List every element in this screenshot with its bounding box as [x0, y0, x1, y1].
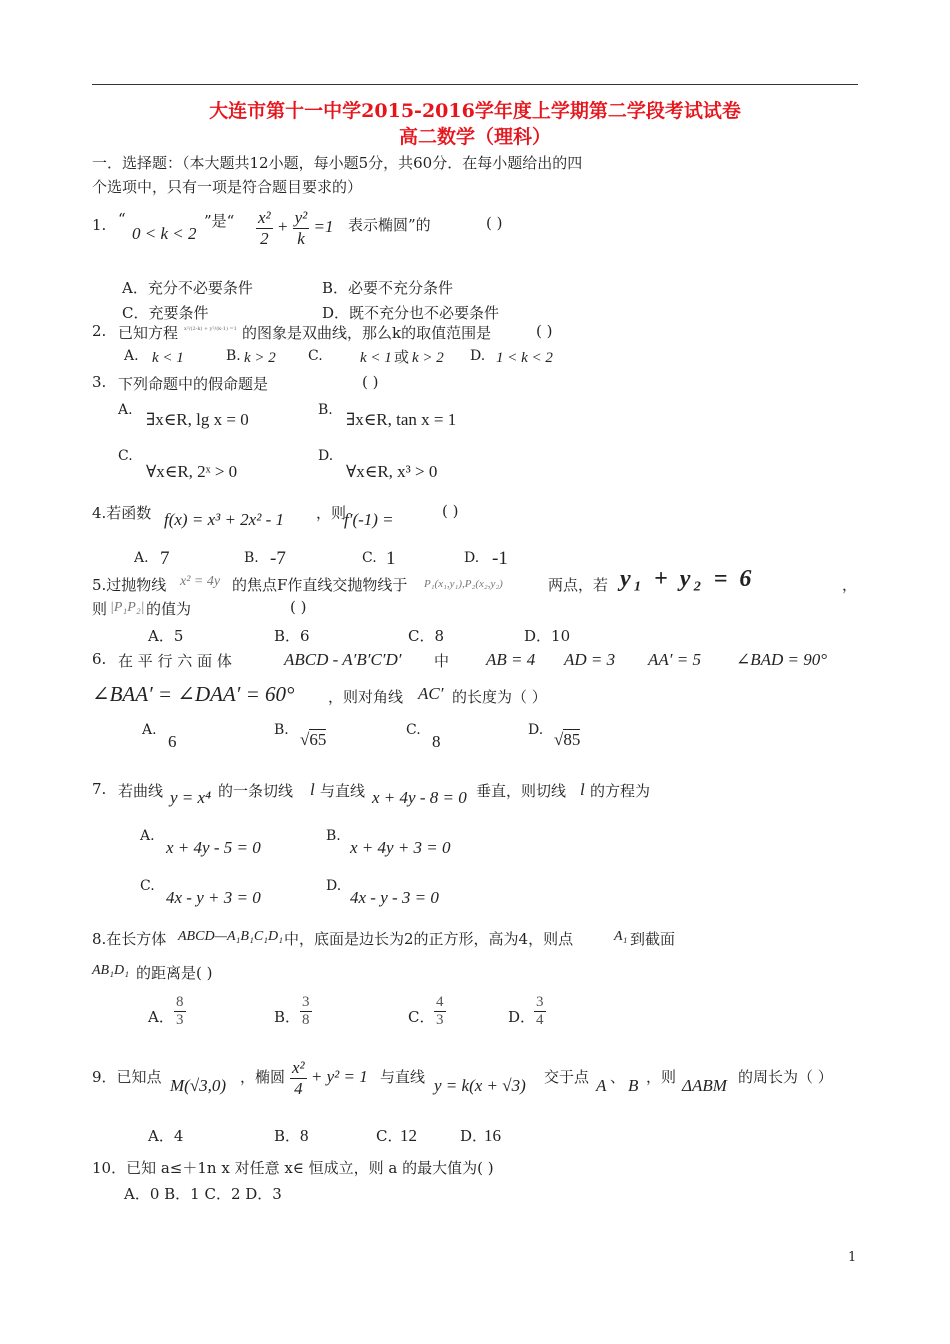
- exam-subtitle: 高二数学（理科）: [398, 126, 551, 148]
- q7-option-b: x + 4y + 3 = 0: [350, 838, 451, 857]
- top-rule: [92, 84, 858, 85]
- q2-text-b: 的图象是双曲线，那么k的取值范围是: [242, 324, 492, 342]
- q9-point: M(√3,0): [170, 1076, 227, 1095]
- q5-line2-a: 则: [92, 600, 108, 618]
- q9-option-a: A．4: [148, 1127, 184, 1145]
- q4-option-a-label: A.: [134, 550, 149, 566]
- q7-text-e: 的方程为: [590, 782, 651, 800]
- q3-option-d-label: D.: [318, 448, 334, 464]
- q7-l2: l: [580, 780, 585, 799]
- q8-line1-b: 中，底面是边长为2的正方形，高为4，则点: [284, 930, 574, 948]
- q8-a-num: 8: [174, 994, 186, 1012]
- section-heading-line2: 个选项中，只有一项是符合题目要求的）: [92, 178, 363, 196]
- q4-option-b-label: B.: [244, 550, 259, 566]
- q3-option-b: ∃x∈R, tan x = 1: [346, 410, 457, 429]
- q2-number: 2.: [92, 322, 107, 340]
- q5-text-c: 两点，若: [548, 576, 609, 594]
- q7-text-d: 垂直，则切线: [476, 782, 567, 800]
- q3-text: 下列命题中的假命题是: [118, 375, 269, 393]
- q6-number: 6.: [92, 650, 107, 668]
- q1-option-a: A．充分不必要条件: [122, 279, 253, 297]
- q2-tiny-equation: x²/(2-k) + y²/(k-1) =1: [184, 326, 237, 332]
- q4-option-a: 7: [160, 548, 170, 569]
- q9-ellipse: [290, 1058, 368, 1098]
- q8-option-c: [434, 994, 446, 1030]
- q10-text: 10．已知 a≤＋1n x 对任意 x∈ 恒成立，则 a 的最大值为( ): [92, 1159, 494, 1177]
- q7-text-b: 的一条切线: [218, 782, 294, 800]
- q9-option-c: 12: [400, 1126, 417, 1145]
- q7-option-d-label: D.: [326, 878, 342, 894]
- q2-option-b: k > 2: [244, 350, 276, 366]
- q8-option-b: [300, 994, 312, 1030]
- q3-answer-paren: ( ): [362, 373, 379, 391]
- q3-option-c-label: C.: [118, 448, 133, 464]
- q9-text-b: ，椭圆: [240, 1068, 286, 1086]
- q7-option-b-label: B.: [326, 828, 341, 844]
- q1-ellipse-eq: [256, 208, 334, 248]
- q5-option-a: A．5: [148, 627, 184, 645]
- q4-mid: ，则: [316, 504, 347, 522]
- q8-line2-b: 的距离是( ): [136, 964, 213, 982]
- q6-cond-ab: AB = 4: [486, 650, 536, 669]
- q6-option-a-label: A.: [142, 722, 157, 738]
- exam-title: 大连市第十一中学2015-2016学年度上学期第二学段考试试卷: [209, 100, 741, 122]
- q6-cond-bad: ∠BAD = 90°: [736, 650, 828, 669]
- q9-text-d: 交于点: [544, 1068, 590, 1086]
- q1-eq: =1: [313, 216, 334, 236]
- q8-option-a-label: A．: [148, 1008, 174, 1026]
- q7-l1: l: [310, 780, 315, 799]
- q1-f1-den: 2: [260, 228, 269, 248]
- q8-plane: AB₁D₁: [92, 963, 129, 978]
- q8-option-d-label: D．: [508, 1008, 536, 1026]
- q3-option-b-label: B.: [318, 402, 333, 418]
- q4-answer-paren: ( ): [442, 502, 459, 520]
- q2-option-c1: k < 1: [360, 350, 392, 366]
- q2-option-b-label: B.: [226, 348, 241, 364]
- q9-option-b-label: B．: [274, 1127, 301, 1145]
- q7-option-c-label: C.: [140, 878, 155, 894]
- q8-option-c-label: C．: [408, 1008, 435, 1026]
- q8-c-den: 3: [436, 1012, 444, 1029]
- sqrt-icon: √: [300, 730, 310, 749]
- q9-text-c: 与直线: [380, 1068, 426, 1086]
- q6-option-c-label: C.: [406, 722, 421, 738]
- q1-condition: 0 < k < 2: [132, 224, 197, 243]
- q9-text-a: 9．已知点: [92, 1068, 162, 1086]
- q6-option-c: 8: [432, 732, 441, 751]
- q9-triangle: ΔABM: [682, 1076, 727, 1095]
- q2-option-a-label: A.: [124, 348, 139, 364]
- q4-derivative: f′(-1) =: [344, 510, 394, 529]
- q5-segment: |P₁P₂|: [110, 600, 145, 615]
- q8-line1-c: 到截面: [630, 930, 676, 948]
- q5-option-b: B．6: [274, 627, 310, 645]
- q7-option-a-label: A.: [140, 828, 155, 844]
- q5-parabola: x² = 4y: [180, 574, 221, 589]
- q9-e-den: 4: [294, 1078, 303, 1098]
- q7-number: 7.: [92, 780, 107, 798]
- q9-sep: 、: [610, 1068, 626, 1086]
- q5-comma: ，: [842, 576, 858, 594]
- q4-option-d: -1: [492, 548, 508, 569]
- q4-option-c: 1: [386, 548, 396, 569]
- q3-option-d: ∀x∈R, x³ > 0: [346, 462, 438, 481]
- q6-option-d: [554, 730, 580, 750]
- q7-option-a: x + 4y - 5 = 0: [166, 838, 261, 857]
- q1-option-c: C．充要条件: [122, 304, 209, 322]
- q6-solid: ABCD - A′B′C′D′: [284, 650, 402, 669]
- q3-option-a: ∃x∈R, lg x = 0: [146, 410, 249, 429]
- q7-text-a: 若曲线: [118, 782, 164, 800]
- q5-answer-paren: ( ): [290, 598, 307, 616]
- q9-option-c-label: C．: [376, 1127, 403, 1145]
- q1-open-quote: “: [118, 210, 126, 228]
- q4-text: 4.若函数: [92, 504, 152, 522]
- q6-option-b: [300, 730, 326, 750]
- section-heading-line1: 一．选择题：（本大题共12小题，每小题5分，共60分．在每小题给出的四: [92, 154, 583, 172]
- q6-angles: ∠BAA′ = ∠DAA′ = 60°: [92, 682, 295, 706]
- q6-option-a: 6: [168, 732, 177, 751]
- q5-text-a: 5.过抛物线: [92, 576, 167, 594]
- q1-f2-den: k: [297, 228, 305, 248]
- q8-b-num: 3: [300, 994, 312, 1012]
- q9-option-b: 8: [300, 1126, 309, 1145]
- q7-line: x + 4y - 8 = 0: [372, 788, 467, 807]
- q7-text-c: 与直线: [320, 782, 366, 800]
- q5-text-b: 的焦点F作直线交抛物线于: [232, 576, 408, 594]
- q5-option-c: C．8: [408, 627, 445, 645]
- q5-option-d: D．10: [524, 627, 571, 645]
- q6-option-d-radicand: 85: [563, 730, 581, 749]
- q9-text-e: ，则: [646, 1068, 677, 1086]
- q6-line2-tail: 的长度为（ ）: [452, 688, 547, 706]
- q8-line1-a: 8.在长方体: [92, 930, 167, 948]
- q1-f1-num: x²: [258, 208, 271, 227]
- q1-number: 1.: [92, 216, 107, 234]
- q1-tail: 表示椭圆”的: [348, 216, 431, 234]
- q6-text-a: 在 平 行 六 面 体: [118, 652, 232, 670]
- q6-zh: 中: [434, 652, 450, 670]
- q8-point: A₁: [614, 929, 628, 944]
- q4-option-d-label: D.: [464, 550, 480, 566]
- q2-option-d: 1 < k < 2: [496, 350, 553, 366]
- q4-function: f(x) = x³ + 2x² - 1: [164, 510, 284, 529]
- q6-option-b-label: B.: [274, 722, 289, 738]
- q1-plus: +: [276, 216, 289, 236]
- q1-option-b: B．必要不充分条件: [322, 279, 454, 297]
- q9-e-num: x²: [292, 1058, 305, 1077]
- q8-option-d: [534, 994, 546, 1030]
- q7-option-d: 4x - y - 3 = 0: [350, 888, 439, 907]
- q9-point-b: B: [628, 1076, 639, 1095]
- q5-points: P₁(x₁,y₁),P₂(x₂,y₂): [424, 578, 503, 590]
- page-number: 1: [848, 1250, 857, 1265]
- q2-option-c-label: C.: [308, 348, 323, 364]
- q8-d-num: 3: [534, 994, 546, 1012]
- q9-text-f: 的周长为（ ）: [738, 1068, 833, 1086]
- q6-cond-ad: AD = 3: [564, 650, 616, 669]
- q3-option-c: ∀x∈R, 2ˣ > 0: [146, 462, 238, 481]
- q2-option-c2: k > 2: [412, 350, 444, 366]
- q6-cond-aa: AA′ = 5: [648, 650, 701, 669]
- q1-option-d: D．既不充分也不必要条件: [322, 304, 500, 322]
- q1-mid: ”是“: [204, 212, 235, 230]
- q10-options: A．0 B．1 C．2 D．3: [124, 1185, 282, 1203]
- q3-number: 3.: [92, 373, 107, 391]
- q8-c-num: 4: [434, 994, 446, 1012]
- q5-line2-b: 的值为: [146, 600, 192, 618]
- q2-text-a: 已知方程: [118, 324, 179, 342]
- q1-f2-num: y²: [294, 208, 308, 227]
- q7-curve: y = x⁴: [170, 788, 211, 807]
- q4-option-c-label: C.: [362, 550, 377, 566]
- q1-answer-paren: ( ): [486, 214, 503, 232]
- q8-d-den: 4: [536, 1012, 544, 1029]
- q2-option-d-label: D.: [470, 348, 486, 364]
- q9-point-a: A: [596, 1076, 607, 1095]
- q9-option-d-label: D．: [460, 1127, 488, 1145]
- q7-option-c: 4x - y + 3 = 0: [166, 888, 261, 907]
- q6-option-d-label: D.: [528, 722, 544, 738]
- q2-option-a: k < 1: [152, 350, 184, 366]
- q2-option-c-or: 或: [394, 348, 410, 366]
- q9-e-rest: + y² = 1: [310, 1066, 368, 1086]
- q8-a-den: 3: [176, 1012, 184, 1029]
- q5-condition: y₁ + y₂ = 6: [620, 566, 755, 592]
- q4-option-b: -7: [270, 548, 286, 569]
- q2-answer-paren: ( ): [536, 322, 553, 340]
- q8-option-a: [174, 994, 186, 1030]
- q3-option-a-label: A.: [118, 402, 133, 418]
- q8-box: ABCD—A₁B₁C₁D₁: [178, 929, 284, 944]
- sqrt-icon: √: [554, 730, 564, 749]
- q8-b-den: 8: [302, 1012, 310, 1029]
- q8-option-b-label: B．: [274, 1008, 301, 1026]
- q6-line2-text: ，则对角线: [328, 688, 404, 706]
- q6-diagonal: AC′: [418, 684, 444, 703]
- q9-line: y = k(x + √3): [434, 1076, 526, 1095]
- q9-option-d: 16: [484, 1126, 501, 1145]
- q6-option-b-radicand: 65: [309, 730, 327, 749]
